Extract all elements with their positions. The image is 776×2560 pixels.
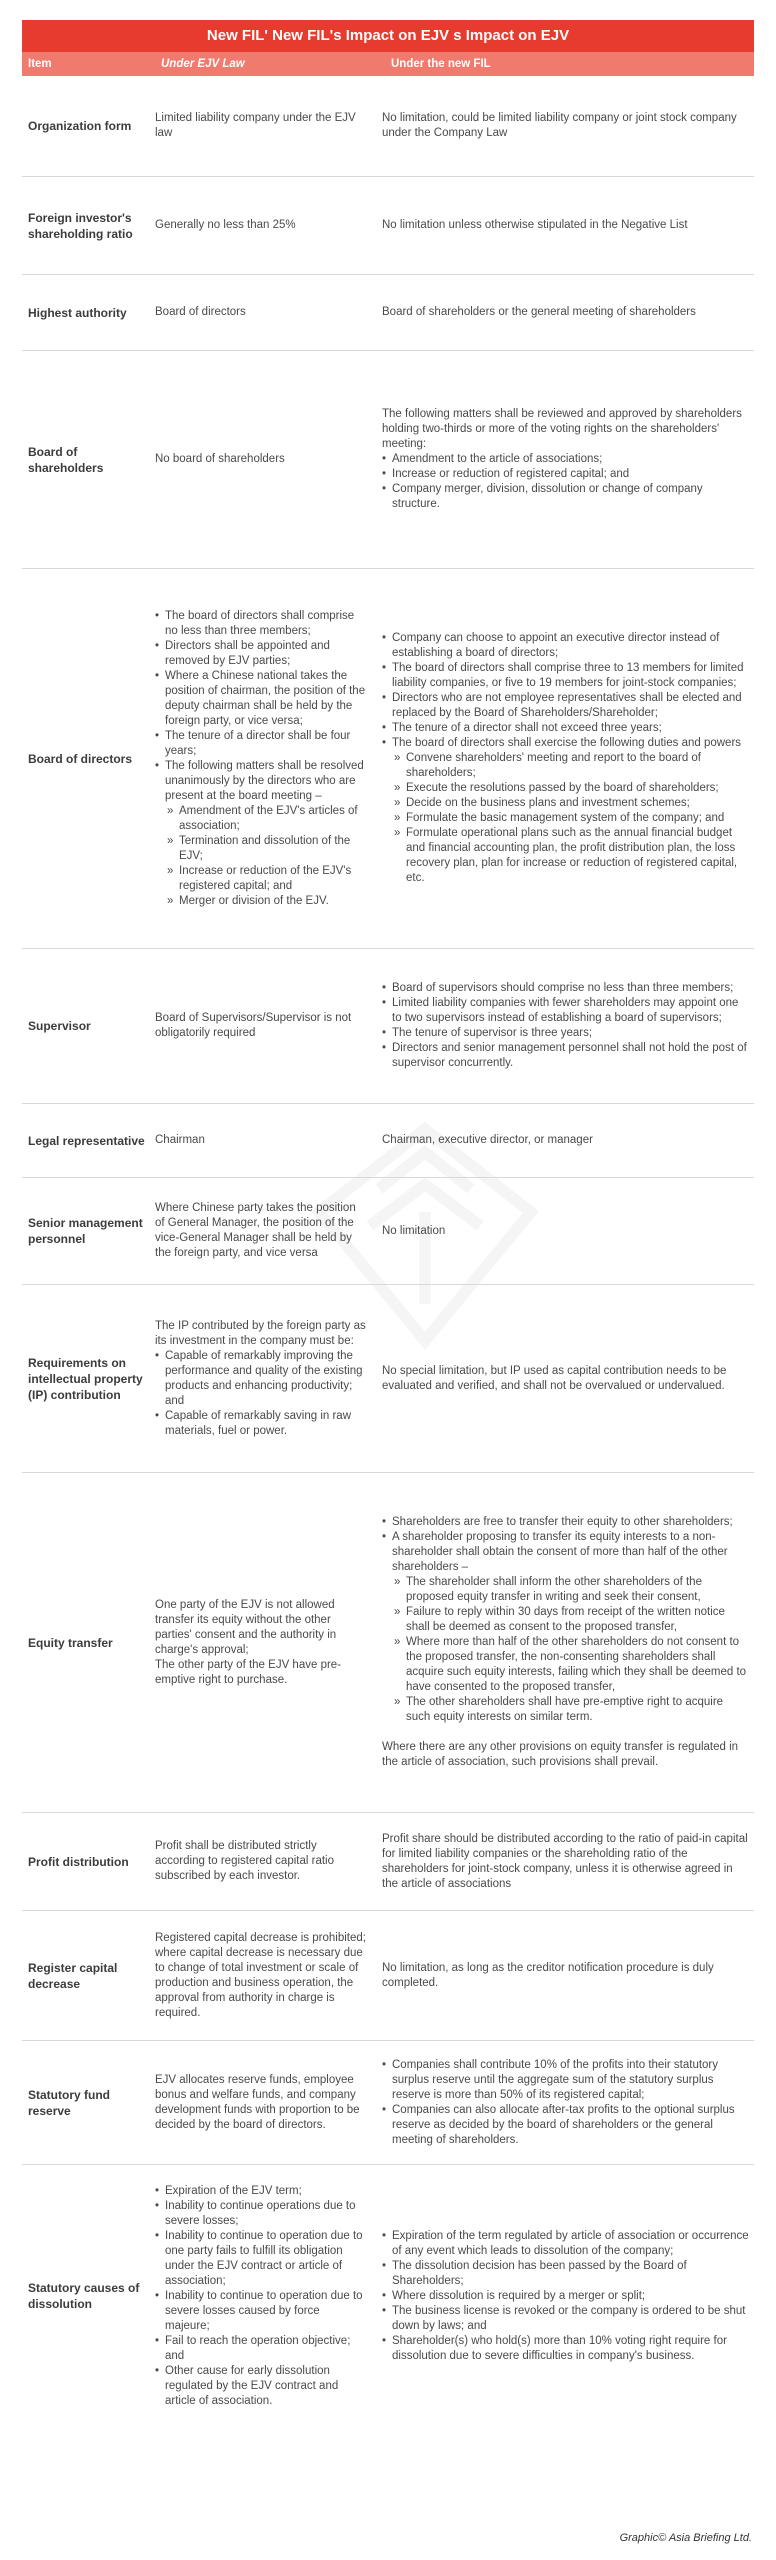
list-item: • Inability to continue operations due to severe losses; (155, 2199, 366, 2229)
list-item: • Companies can also allocate after-tax profits to the optional surplus reserve as decided by the board of shareholders or the general meeting of shareholders. (382, 2103, 750, 2148)
table-row (22, 1178, 754, 1285)
table-row (22, 2165, 754, 2427)
ejv-cell: Generally no less than 25% (155, 219, 296, 231)
list-item: • Directors who are not employee representatives shall be elected and replaced by the Board of Shareholders/Shareholder; (382, 691, 750, 721)
row-label: Equity transfer (28, 1635, 113, 1650)
fil-cell: Board of shareholders or the general meeting of shareholders (382, 306, 696, 318)
ejv-list (155, 609, 366, 804)
fil-sublist (382, 1575, 750, 1725)
header-item: Item (28, 58, 52, 70)
ejv-cell: Board of directors (155, 306, 246, 318)
list-item: • Company can choose to appoint an executive director instead of establishing a board of directors; (382, 631, 750, 661)
ejv-cell: Registered capital decrease is prohibited; where capital decrease is necessary due to change of total investment or scale of production and business operation, the approval from authority in charge is required. (155, 1931, 366, 2019)
fil-cell (382, 981, 754, 1071)
list-item: • Expiration of the term regulated by article of association or occurrence of any event which leads to dissolution of the company; (382, 2229, 750, 2259)
list-item: » Decide on the business plans and investment schemes; (382, 796, 750, 811)
fil-list (382, 631, 750, 751)
list-item: • Capable of remarkably improving the performance and quality of the existing products and enhancing productivity; and (155, 1349, 366, 1409)
row-label: Supervisor (28, 1019, 91, 1033)
list-item: • Amendment to the article of associations; (382, 452, 750, 467)
fil-list (382, 452, 750, 512)
ejv-cell (152, 1598, 382, 1688)
fil-cell: No special limitation, but IP used as capital contribution needs to be evaluated and verified, and shall not be overvalued or undervalued. (382, 1364, 727, 1392)
list-item: • The board of directors shall exercise the following duties and powers (382, 736, 750, 751)
ejv-cell: Limited liability company under the EJV law (155, 112, 356, 139)
list-item: » Failure to reply within 30 days from receipt of the written notice shall be deemed as consent to the proposed transfer, (382, 1605, 750, 1635)
row-label: Register capital decrease (28, 1960, 118, 1991)
list-item: • Board of supervisors should comprise no less than three members; (382, 981, 750, 996)
list-item: • Company merger, division, dissolution or change of company structure. (382, 482, 750, 512)
fil-outro: Where there are any other provisions on equity transfer is regulated in the article of association, such provisions shall prevail. (382, 1741, 739, 1768)
fil-cell: No limitation, as long as the creditor notification procedure is duly completed. (382, 1961, 714, 1989)
table-row (22, 1911, 754, 2041)
credit-footer: Graphic© Asia Briefing Ltd. (619, 2532, 752, 2544)
fil-intro: The following matters shall be reviewed and approved by shareholders holding two-thirds or more of the voting rights on the shareholders' meeting: (382, 408, 742, 450)
list-item: » Convene shareholders' meeting and report to the board of shareholders; (382, 751, 750, 781)
ejv-intro: The IP contributed by the foreign party as its investment in the company must be: (155, 1319, 366, 1347)
fil-list (382, 2229, 750, 2364)
list-item: • Capable of remarkably saving in raw materials, fuel or power. (155, 1409, 366, 1439)
fil-cell (382, 631, 754, 886)
list-item: » Where more than half of the other shareholders do not consent to the proposed transfer, the non-consenting shareholders shall acquire such equity interests, failing which they shall be deemed to have consented to the proposed transfer, (382, 1635, 750, 1695)
row-label: Statutory causes of dissolution (28, 2281, 140, 2311)
row-label: Organization form (28, 119, 132, 133)
table-row (22, 76, 754, 177)
ejv-cell (152, 1319, 382, 1439)
table-title: New FIL' New FIL's Impact on EJV s Impact on EJV (22, 20, 754, 52)
list-item: » Merger or division of the EJV. (155, 894, 366, 909)
ejv-list (155, 2184, 366, 2409)
ejv-cell: Where Chinese party takes the position of General Manager, the position of the vice-General Manager shall be held by the foreign party, and vice versa (155, 1202, 356, 1259)
ejv-cell: EJV allocates reserve funds, employee bonus and welfare funds, and company development funds with proportion to be decided by the board of directors. (155, 2073, 360, 2131)
list-item: » Formulate the basic management system of the company; and (382, 811, 750, 826)
fil-cell (382, 407, 754, 512)
table-row (22, 275, 754, 351)
list-item: » Formulate operational plans such as the annual financial budget and financial accounting plan, the profit distribution plan, the loss recovery plan, plan for increase or reduction of registered capital, etc. (382, 826, 750, 886)
ejv-cell: Board of Supervisors/Supervisor is not obligatorily required (155, 1012, 352, 1039)
list-item: • The board of directors shall comprise three to 13 members for limited liability companies, or five to 19 members for joint-stock companies; (382, 661, 750, 691)
table-row (22, 1104, 754, 1178)
table-row (22, 949, 754, 1104)
fil-list (382, 1515, 750, 1575)
row-label: Legal representative (28, 1133, 145, 1148)
list-item: » Amendment of the EJV's articles of association; (155, 804, 366, 834)
table-row (22, 1285, 754, 1473)
list-item: • A shareholder proposing to transfer its equity interests to a non-shareholder shall obtain the consent of more than half of the other shareholders – (382, 1530, 750, 1575)
list-item: • The tenure of a director shall be four years; (155, 729, 366, 759)
row-label: Foreign investor's shareholding ratio (28, 210, 133, 241)
fil-list (382, 2058, 750, 2148)
list-item: • Shareholder(s) who hold(s) more than 10% voting right require for dissolution due to severe difficulties in company's business. (382, 2334, 750, 2364)
fil-cell (382, 1515, 754, 1770)
fil-cell: No limitation (382, 1224, 446, 1237)
ejv-list (155, 1349, 366, 1439)
list-item: • Expiration of the EJV term; (155, 2184, 366, 2199)
ejv-sublist (155, 804, 366, 909)
table-row (22, 1813, 754, 1911)
list-item: » The other shareholders shall have pre-emptive right to acquire such equity interests on similar term. (382, 1695, 750, 1725)
ejv-cell (152, 2184, 382, 2409)
fil-cell: No limitation, could be limited liability company or joint stock company under the Company Law (382, 112, 737, 139)
list-item: • Limited liability companies with fewer shareholders may appoint one to two supervisors instead of establishing a board of supervisors; (382, 996, 750, 1026)
list-item: • The tenure of a director shall not exceed three years; (382, 721, 750, 736)
table-row (22, 569, 754, 949)
ejv-cell: No board of shareholders (155, 453, 285, 465)
fil-list (382, 981, 750, 1071)
fil-cell: Profit share should be distributed according to the ratio of paid-in capital for limited liability companies or the shareholding ratio of the shareholders for joint-stock company, unless it is otherwise agreed in the article of associations (382, 1832, 748, 1890)
row-label: Statutory fund reserve (28, 2087, 110, 2118)
list-item: » The shareholder shall inform the other shareholders of the proposed equity transfer in writing and seek their consent, (382, 1575, 750, 1605)
list-item: » Termination and dissolution of the EJV; (155, 834, 366, 864)
list-item: • Directors and senior management personnel shall not hold the post of supervisor concurrently. (382, 1041, 750, 1071)
table-header (22, 52, 754, 76)
fil-cell: No limitation unless otherwise stipulated in the Negative List (382, 219, 688, 231)
list-item: • The dissolution decision has been passed by the Board of Shareholders; (382, 2259, 750, 2289)
list-item: • Inability to continue to operation due to one party fails to fulfill its obligation under the EJV contract or article of association; (155, 2229, 366, 2289)
list-item: • Inability to continue to operation due to severe losses caused by force majeure; (155, 2289, 366, 2334)
comparison-table (22, 20, 754, 2427)
list-item: • Where a Chinese national takes the position of chairman, the position of the deputy chairman shall be held by the foreign party, or vice versa; (155, 669, 366, 729)
list-item: • Other cause for early dissolution regulated by the EJV contract and article of association. (155, 2364, 366, 2409)
row-label: Profit distribution (28, 1854, 129, 1869)
ejv-text: The other party of the EJV have pre-emptive right to purchase. (155, 1658, 342, 1686)
list-item: » Increase or reduction of the EJV's registered capital; and (155, 864, 366, 894)
list-item: • The business license is revoked or the company is ordered to be shut down by laws; and (382, 2304, 750, 2334)
fil-sublist (382, 751, 750, 886)
table-row (22, 1473, 754, 1813)
row-label: Senior management personnel (28, 1216, 143, 1246)
row-label: Board of directors (28, 751, 133, 766)
list-item: • Where dissolution is required by a merger or split; (382, 2289, 750, 2304)
row-label: Highest authority (28, 305, 127, 320)
ejv-cell: Profit shall be distributed strictly according to registered capital ratio subscribed by each investor. (155, 1840, 334, 1882)
list-item: • Fail to reach the operation objective; and (155, 2334, 366, 2364)
row-label: Requirements on intellectual property (IP) contribution (28, 1355, 143, 1402)
table-row (22, 2041, 754, 2165)
fil-cell (382, 2058, 754, 2148)
fil-cell (382, 2229, 754, 2364)
list-item: » Execute the resolutions passed by the board of shareholders; (382, 781, 750, 796)
header-ejv: Under EJV Law (161, 58, 245, 70)
list-item: • Companies shall contribute 10% of the profits into their statutory surplus reserve until the aggregate sum of the statutory surplus reserve is more than 50% of its registered capital; (382, 2058, 750, 2103)
list-item: • The tenure of supervisor is three years; (382, 1026, 750, 1041)
list-item: • Increase or reduction of registered capital; and (382, 467, 750, 482)
header-fil: Under the new FIL (391, 58, 491, 70)
table-row (22, 351, 754, 569)
ejv-text: One party of the EJV is not allowed transfer its equity without the other parties' consent and the authority in charge's approval; (155, 1598, 337, 1656)
list-item: • The board of directors shall comprise no less than three members; (155, 609, 366, 639)
ejv-cell (152, 609, 382, 909)
list-item: • Directors shall be appointed and removed by EJV parties; (155, 639, 366, 669)
row-label: Board of shareholders (28, 444, 104, 475)
list-item: • The following matters shall be resolved unanimously by the directors who are present at the board meeting – (155, 759, 366, 804)
table-row (22, 177, 754, 275)
list-item: • Shareholders are free to transfer their equity to other shareholders; (382, 1515, 750, 1530)
ejv-cell: Chairman (155, 1134, 205, 1146)
fil-cell: Chairman, executive director, or manager (382, 1134, 593, 1146)
